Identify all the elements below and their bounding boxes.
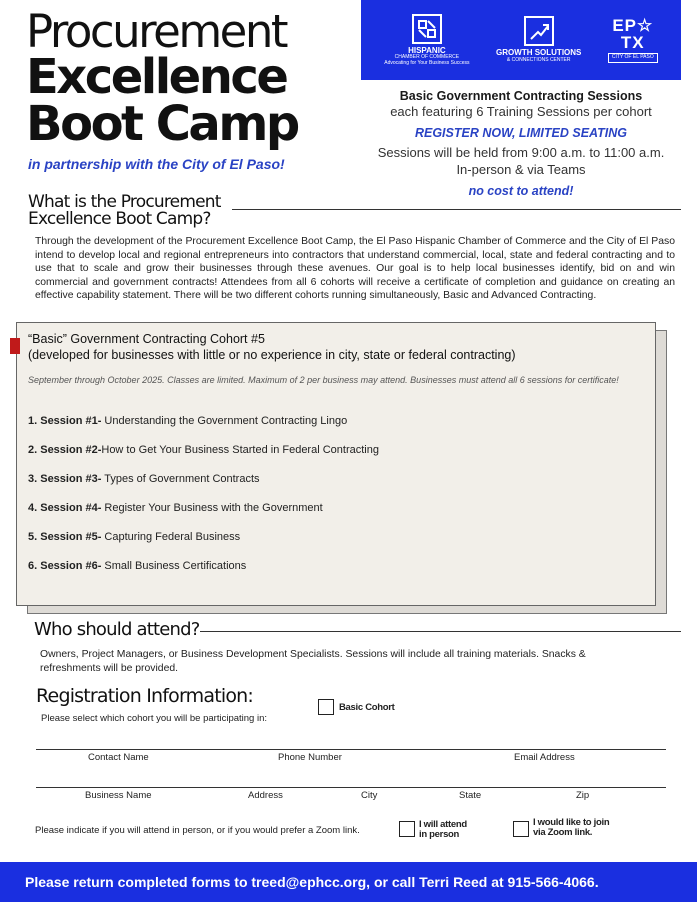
- chamber-emblem-icon: [412, 14, 442, 44]
- growth-chart-icon: [524, 16, 554, 46]
- who-body: Owners, Project Managers, or Business Development Specialists. Sessions will include all training materials. Snacks & refreshments will be provided.: [40, 649, 586, 674]
- contact-field-line[interactable]: [36, 749, 666, 750]
- session-info: [361, 88, 681, 199]
- title-line-3: Boot Camp: [26, 96, 298, 153]
- session-item: 1. Session #1- Understanding the Government Contracting Lingo: [28, 415, 348, 427]
- what-heading: What is the Procurement Excellence Boot Camp?: [28, 192, 221, 229]
- contact-name-label: Contact Name: [88, 752, 149, 763]
- email-address-label: Email Address: [514, 752, 575, 763]
- phone-number-label: Phone Number: [278, 752, 342, 763]
- chamber-tagline: Advocating for Your Business Success: [384, 59, 470, 66]
- growth-solutions-logo: [496, 16, 581, 63]
- logo-banner: [361, 0, 681, 80]
- what-body: Through the development of the Procurement Excellence Boot Camp, the El Paso Hispanic Chamber of Commerce and the City of El Paso intend to develop local and regional entrepreneurs into contractors that understand commercial, local, state and federal contracting and to use that to scale and grow their businesses through these avenues. Our goal is to help local businesses identify, bid on and win commercial and government contracts! Attendees from all 6 cohorts will receive a certificate of completion and guidance on creating an effective capability statement. There will be two different cohorts running simultaneously, Basic and Advanced Contracting.: [35, 236, 675, 302]
- session-item: 3. Session #3- Types of Government Contracts: [28, 473, 260, 485]
- cohort-note: September through October 2025. Classes are limited. Maximum of 2 per business may attend. Businesses must attend all 6 sessions for certificate!: [28, 375, 619, 385]
- who-divider: [200, 631, 681, 632]
- session-item: 4. Session #4- Register Your Business with the Government: [28, 502, 323, 514]
- title-line-1: Procurement: [26, 5, 287, 58]
- in-person-checkbox[interactable]: [399, 821, 415, 837]
- info-subheading: each featuring 6 Training Sessions per cohort: [390, 104, 652, 120]
- hispanic-chamber-logo: [384, 14, 469, 67]
- what-divider: [232, 209, 681, 210]
- eptx-top: EP☆: [612, 16, 654, 36]
- cohort-title: “Basic” Government Contracting Cohort #5 (developed for businesses with little or no experience in city, state or federal contracting): [28, 332, 516, 363]
- register-callout: REGISTER NOW, LIMITED SEATING: [414, 126, 628, 141]
- session-format: In-person & via Teams: [456, 162, 586, 178]
- basic-cohort-checkbox[interactable]: [318, 699, 334, 715]
- zoom-label: I would like to join via Zoom link.: [533, 817, 610, 838]
- footer-contact: Please return completed forms to treed@ephcc.org, or call Terri Reed at 915-566-4066.: [0, 862, 697, 902]
- cohort-select-prompt: Please select which cohort you will be participating in:: [41, 713, 268, 724]
- city-el-paso-logo: [608, 17, 658, 63]
- session-time: Sessions will be held from 9:00 a.m. to 11:00 a.m.: [377, 145, 665, 161]
- partnership-tagline: in partnership with the City of El Paso!: [28, 156, 285, 172]
- growth-name: GROWTH SOLUTIONS: [496, 48, 582, 58]
- basic-cohort-label: Basic Cohort: [339, 702, 395, 713]
- page-title: [26, 5, 346, 153]
- cohort-marker: [10, 338, 20, 354]
- attend-prompt: Please indicate if you will attend in person, or if you would prefer a Zoom link.: [35, 825, 360, 836]
- state-label: State: [459, 790, 482, 801]
- zoom-checkbox[interactable]: [513, 821, 529, 837]
- zip-label: Zip: [576, 790, 590, 801]
- star-icon: ☆: [637, 16, 654, 36]
- city-label-field: City: [361, 790, 378, 801]
- eptx-bottom: TX: [620, 33, 645, 53]
- growth-sub: & CONNECTIONS CENTER: [506, 57, 571, 64]
- registration-heading: Registration Information:: [36, 685, 253, 707]
- session-item: 5. Session #5- Capturing Federal Business: [28, 531, 241, 543]
- in-person-label: I will attend in person: [419, 819, 467, 840]
- title-line-2: Excellence: [26, 49, 287, 106]
- business-field-line[interactable]: [36, 787, 666, 788]
- who-heading: Who should attend?: [34, 619, 200, 640]
- session-item: 6. Session #6- Small Business Certifications: [28, 560, 247, 572]
- business-name-label: Business Name: [85, 790, 152, 801]
- chamber-name-2: CHAMBER OF COMMERCE: [394, 54, 460, 61]
- chamber-name-1: HISPANIC: [408, 45, 446, 55]
- city-label: CITY OF EL PASO: [608, 53, 658, 63]
- address-label: Address: [248, 790, 283, 801]
- info-heading: Basic Government Contracting Sessions: [399, 89, 643, 103]
- session-item: 2. Session #2-How to Get Your Business Started in Federal Contracting: [28, 444, 379, 456]
- cost-callout: no cost to attend!: [468, 184, 574, 199]
